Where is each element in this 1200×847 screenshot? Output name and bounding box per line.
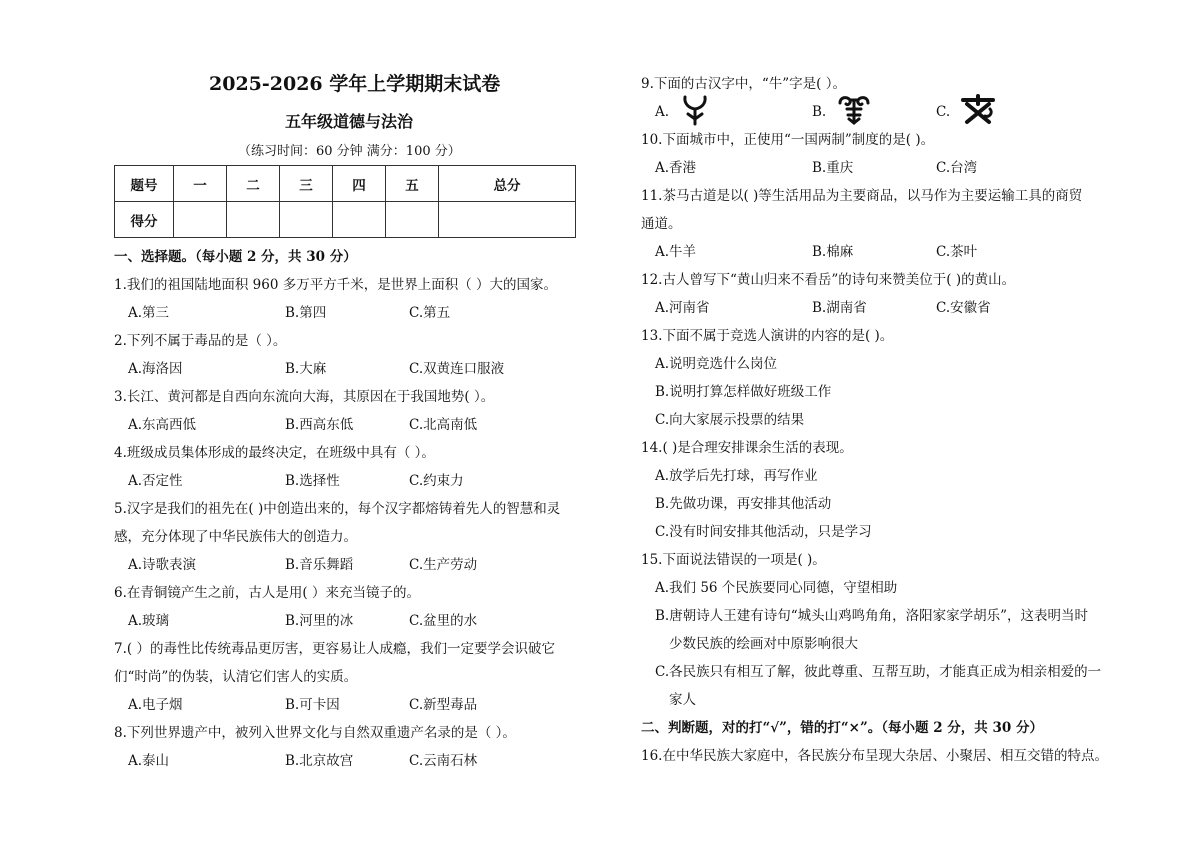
score-header-cell: 总分 bbox=[439, 166, 576, 202]
section1-title: 一、选择题。（每小题 2 分，共 30 分） bbox=[114, 249, 357, 265]
q5-option-b: B.音乐舞蹈 bbox=[285, 557, 354, 573]
q5-option-c: C.生产劳动 bbox=[409, 557, 478, 573]
q13-text: 13.下面不属于竞选人演讲的内容的是( )。 bbox=[641, 328, 894, 344]
q2-option-b: B.大麻 bbox=[285, 361, 327, 377]
q6-option-c: C.盆里的水 bbox=[409, 613, 478, 629]
q3-option-c: C.北高南低 bbox=[409, 417, 478, 433]
q2-text: 2.下列不属于毒品的是（ ）。 bbox=[114, 333, 287, 349]
oracle-glyph-a-icon bbox=[681, 94, 709, 126]
exam-title: 2025-2026 学年上学期期末试卷 bbox=[209, 73, 501, 95]
score-row-label: 得分 bbox=[115, 202, 174, 238]
q9-option-a: A. bbox=[655, 104, 670, 120]
q16-text: 16.在中华民族大家庭中，各民族分布呈现大杂居、小聚居、相互交错的特点。 bbox=[641, 748, 1108, 764]
q7-option-a: A.电子烟 bbox=[128, 697, 183, 713]
q15-text: 15.下面说法错误的一项是( )。 bbox=[641, 552, 826, 568]
q8-option-c: C.云南石林 bbox=[409, 753, 478, 769]
q1-text: 1.我们的祖国陆地面积 960 多万平方千米，是世界上面积（ ）大的国家。 bbox=[114, 277, 558, 293]
q14-option-a: A.放学后先打球，再写作业 bbox=[655, 468, 818, 484]
q8-option-a: A.泰山 bbox=[128, 753, 170, 769]
score-cell[interactable] bbox=[386, 202, 439, 238]
score-cell[interactable] bbox=[227, 202, 280, 238]
q11-text-line1: 11.茶马古道是以( )等生活用品为主要商品，以马作为主要运输工具的商贸 bbox=[641, 188, 1083, 204]
q15-option-c-line1: C.各民族只有相互了解，彼此尊重、互帮互助，才能真正成为相亲相爱的一 bbox=[655, 664, 1102, 680]
q2-option-a: A.海洛因 bbox=[128, 361, 183, 377]
score-table-header-row bbox=[115, 166, 576, 202]
q1-option-b: B.第四 bbox=[285, 305, 327, 321]
score-cell[interactable] bbox=[439, 202, 576, 238]
q7-text-line2: 们“时尚”的伪装，认清它们害人的实质。 bbox=[114, 669, 358, 685]
q4-option-a: A.否定性 bbox=[128, 473, 183, 489]
exam-info: （练习时间：60 分钟 满分：100 分） bbox=[238, 144, 461, 159]
q9-text: 9.下面的古汉字中，“牛”字是( ）。 bbox=[641, 76, 846, 92]
q9-option-b: B. bbox=[812, 104, 827, 120]
q5-option-a: A.诗歌表演 bbox=[128, 557, 197, 573]
q10-option-c: C.台湾 bbox=[936, 160, 978, 176]
q6-option-a: A.玻璃 bbox=[128, 613, 170, 629]
q13-option-a: A.说明竞选什么岗位 bbox=[655, 356, 778, 372]
q13-option-c: C.向大家展示投票的结果 bbox=[655, 412, 805, 428]
q12-option-b: B.湖南省 bbox=[812, 300, 867, 316]
q10-text: 10.下面城市中，正使用“一国两制”制度的是( )。 bbox=[641, 132, 935, 148]
q1-option-a: A.第三 bbox=[128, 305, 170, 321]
q12-option-a: A.河南省 bbox=[655, 300, 710, 316]
q15-option-b-line2: 少数民族的绘画对中原影响很大 bbox=[669, 636, 858, 652]
q14-text: 14.( )是合理安排课余生活的表现。 bbox=[641, 440, 853, 456]
q7-option-c: C.新型毒品 bbox=[409, 697, 478, 713]
q6-text: 6.在青铜镜产生之前，古人是用( ）来充当镜子的。 bbox=[114, 585, 420, 601]
q5-text-line1: 5.汉字是我们的祖先在( )中创造出来的，每个汉字都熔铸着先人的智慧和灵 bbox=[114, 501, 561, 517]
score-header-cell: 三 bbox=[280, 166, 333, 202]
score-header-cell: 二 bbox=[227, 166, 280, 202]
q11-option-b: B.棉麻 bbox=[812, 244, 854, 260]
q8-option-b: B.北京故宫 bbox=[285, 753, 354, 769]
score-header-cell: 五 bbox=[386, 166, 439, 202]
score-table-score-row bbox=[115, 202, 576, 238]
score-cell[interactable] bbox=[280, 202, 333, 238]
q11-option-c: C.茶叶 bbox=[936, 244, 978, 260]
q14-option-b: B.先做功课，再安排其他活动 bbox=[655, 496, 832, 512]
score-cell[interactable] bbox=[174, 202, 227, 238]
q9-option-c: C. bbox=[936, 104, 951, 120]
score-header-cell: 四 bbox=[333, 166, 386, 202]
q8-text: 8.下列世界遗产中，被列入世界文化与自然双重遗产名录的是（ ）。 bbox=[114, 725, 516, 741]
q11-option-a: A.牛羊 bbox=[655, 244, 697, 260]
q2-option-c: C.双黄连口服液 bbox=[409, 361, 505, 377]
q5-text-line2: 感，充分体现了中华民族伟大的创造力。 bbox=[114, 529, 357, 545]
exam-subtitle: 五年级道德与法治 bbox=[285, 112, 414, 131]
q12-text: 12.古人曾写下“黄山归来不看岳”的诗句来赞美位于( )的黄山。 bbox=[641, 272, 1016, 288]
q15-option-c-line2: 家人 bbox=[669, 692, 696, 708]
q3-option-a: A.东高西低 bbox=[128, 417, 197, 433]
q15-option-b-line1: B.唐朝诗人王建有诗句“城头山鸡鸣角角，洛阳家家学胡乐”，这表明当时 bbox=[655, 608, 1089, 624]
q11-text-line2: 通道。 bbox=[641, 216, 682, 232]
score-header-cell: 题号 bbox=[115, 166, 174, 202]
oracle-glyph-b-icon bbox=[837, 94, 871, 126]
q3-option-b: B.西高东低 bbox=[285, 417, 354, 433]
q13-option-b: B.说明打算怎样做好班级工作 bbox=[655, 384, 832, 400]
q10-option-b: B.重庆 bbox=[812, 160, 854, 176]
q7-text-line1: 7.( ）的毒性比传统毒品更厉害，更容易让人成瘾，我们一定要学会识破它 bbox=[114, 641, 555, 657]
q4-text: 4.班级成员集体形成的最终决定，在班级中具有（ ）。 bbox=[114, 445, 435, 461]
q4-option-c: C.约束力 bbox=[409, 473, 464, 489]
q1-option-c: C.第五 bbox=[409, 305, 451, 321]
q10-option-a: A.香港 bbox=[655, 160, 697, 176]
score-header-cell: 一 bbox=[174, 166, 227, 202]
q14-option-c: C.没有时间安排其他活动，只是学习 bbox=[655, 524, 872, 540]
oracle-glyph-c-icon bbox=[959, 94, 997, 126]
section2-title: 二、判断题，对的打“√”，错的打“×”。（每小题 2 分，共 30 分） bbox=[641, 720, 1043, 736]
q4-option-b: B.选择性 bbox=[285, 473, 340, 489]
score-table bbox=[114, 165, 576, 238]
q3-text: 3.长江、黄河都是自西向东流向大海，其原因在于我国地势( ）。 bbox=[114, 389, 495, 405]
q12-option-c: C.安徽省 bbox=[936, 300, 991, 316]
q6-option-b: B.河里的冰 bbox=[285, 613, 354, 629]
q15-option-a: A.我们 56 个民族要同心同德，守望相助 bbox=[655, 580, 898, 596]
q7-option-b: B.可卡因 bbox=[285, 697, 340, 713]
score-cell[interactable] bbox=[333, 202, 386, 238]
